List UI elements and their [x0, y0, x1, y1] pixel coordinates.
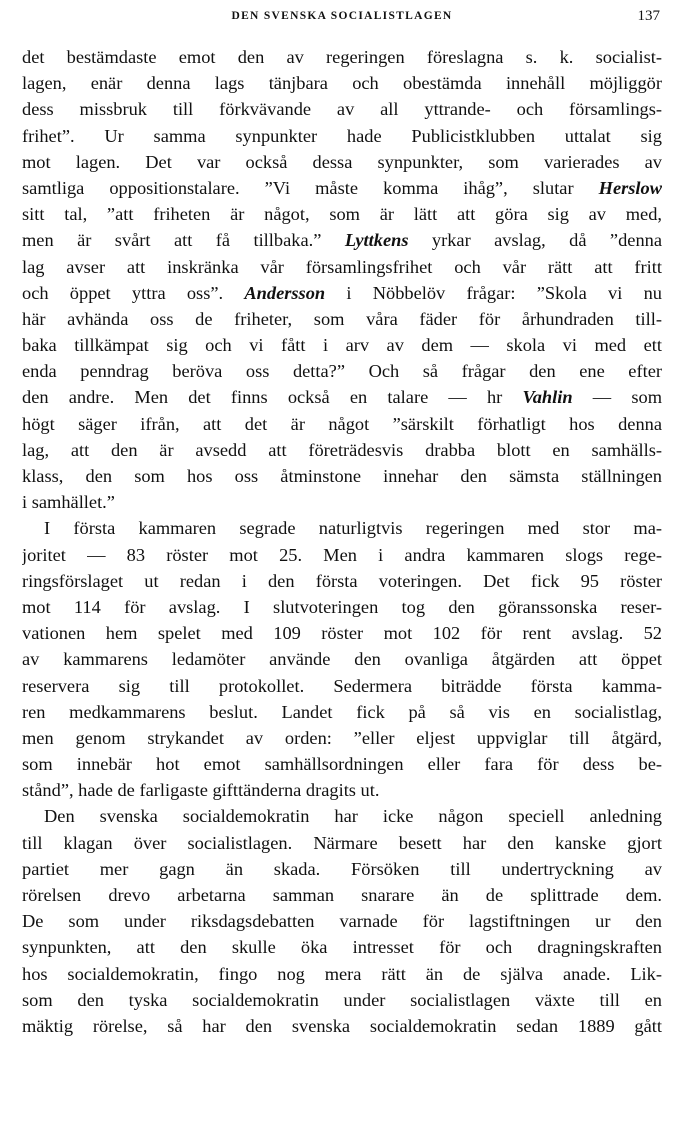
- text-line: [22, 44, 662, 70]
- text-line: [22, 908, 662, 934]
- text-segment: I första kammaren segrade naturligtvis regeringen med stor ma-: [44, 518, 662, 539]
- text-line: [22, 961, 662, 987]
- text-line: [22, 411, 662, 437]
- text-segment: som innebär hot emot samhällsordningen eller fara för dess be-: [22, 754, 662, 775]
- text-segment: ringsförslaget ut redan i den första voteringen. Det fick 95 röster: [22, 570, 662, 591]
- text-segment: mot lagen. Det var också dessa synpunkter, som varierades av: [22, 151, 662, 172]
- text-segment: som den tyska socialdemokratin under socialistlagen växte till en: [22, 989, 662, 1010]
- text-line: [22, 594, 662, 620]
- speaker-name: Herslow: [598, 177, 662, 198]
- text-line: [22, 856, 662, 882]
- text-segment: här avhända oss de friheter, som våra fäder för århundraden till-: [22, 308, 662, 329]
- text-segment: i Nöbbelöv frågar: ”Skola vi nu: [325, 282, 662, 303]
- text-segment: ren medkammarens beslut. Landet fick på så vis en socialistlag,: [22, 701, 662, 722]
- text-segment: lag, att den är avsedd att företrädesvis drabba blott en samhälls-: [22, 439, 662, 460]
- text-segment: lagen, enär denna lags tänjbara och obestämda innehåll möjliggör: [22, 73, 662, 94]
- paragraph: [22, 515, 662, 803]
- text-line: [22, 1013, 662, 1039]
- book-page: [22, 8, 662, 1039]
- text-line: [22, 254, 662, 280]
- text-segment: den andre. Men det finns också en talare — hr: [22, 387, 523, 408]
- text-line: [22, 70, 662, 96]
- text-line: [22, 149, 662, 175]
- text-line: [22, 96, 662, 122]
- text-segment: joritet — 83 röster mot 25. Men i andra kammaren slogs rege-: [22, 544, 662, 565]
- text-line: [22, 725, 662, 751]
- text-line: [22, 803, 662, 829]
- text-line: [22, 751, 662, 777]
- text-line: [22, 515, 662, 541]
- body-text: [22, 44, 662, 1039]
- text-line: [22, 358, 662, 384]
- text-segment: men genom strykandet av orden: ”eller eljest uppviglar till åtgärd,: [22, 727, 662, 748]
- text-line: [22, 620, 662, 646]
- text-segment: lag avser att inskränka vår församlingsfrihet och vår rätt att fritt: [22, 256, 662, 277]
- text-segment: enda penndrag beröva oss detta?” Och så frågar den ene efter: [22, 361, 662, 382]
- text-line: [22, 646, 662, 672]
- text-line: [22, 699, 662, 725]
- text-segment: det bestämdaste emot den av regeringen föreslagna s. k. socialist-: [22, 47, 662, 67]
- text-line: [22, 489, 662, 515]
- text-segment: av kammarens ledamöter använde den ovanliga åtgärden att öppet: [22, 649, 662, 670]
- page-number: 137: [637, 8, 660, 24]
- speaker-name: Lyttkens: [344, 230, 409, 251]
- text-segment: samtliga oppositionstalare. ”Vi måste komma ihåg”, slutar: [22, 177, 599, 198]
- text-line: [22, 227, 662, 253]
- running-title: DEN SVENSKA SOCIALISTLAGEN: [231, 10, 453, 22]
- text-segment: vationen hem spelet med 109 röster mot 102 för rent avslag. 52: [22, 623, 662, 644]
- text-segment: men är svårt att få tillbaka.”: [22, 230, 345, 251]
- text-line: [22, 463, 662, 489]
- text-line: [22, 542, 662, 568]
- text-segment: klass, den som hos oss åtminstone innehar den sämsta ställningen: [22, 466, 662, 486]
- text-segment: partiet mer gagn än skada. Försöken till undertryckning av: [22, 858, 662, 879]
- text-line: [22, 306, 662, 332]
- text-segment: sitt tal, ”att friheten är något, som är lätt att göra sig av med,: [22, 204, 662, 225]
- text-segment: — som: [572, 387, 662, 408]
- text-line: [22, 332, 662, 358]
- text-segment: stånd”, hade de farligaste gifttänderna dragits ut.: [22, 780, 380, 801]
- text-line: [22, 673, 662, 699]
- speaker-name: Vahlin: [522, 387, 573, 408]
- text-segment: Den svenska socialdemokratin har icke någon speciell anledning: [44, 806, 662, 827]
- text-line: [22, 280, 662, 306]
- text-segment: hos socialdemokratin, fingo nog mera rätt än de själva anade. Lik-: [22, 963, 662, 984]
- speaker-name: Andersson: [244, 282, 326, 303]
- paragraph: [22, 44, 662, 515]
- text-segment: synpunkten, att den skulle öka intresset för och dragningskraften: [22, 937, 662, 958]
- text-line: [22, 830, 662, 856]
- text-line: [22, 934, 662, 960]
- text-segment: till klagan över socialistlagen. Närmare besett har den kanske gjort: [22, 832, 662, 853]
- text-line: [22, 384, 662, 410]
- text-segment: baka tillkämpat sig och vi fått i arv av dem — skola vi med ett: [22, 335, 662, 356]
- text-segment: reservera sig till protokollet. Sedermera biträdde första kamma-: [22, 675, 662, 696]
- paragraph: [22, 803, 662, 1039]
- text-segment: i samhället.”: [22, 492, 115, 513]
- text-line: [22, 568, 662, 594]
- text-line: [22, 437, 662, 463]
- text-line: [22, 882, 662, 908]
- text-line: [22, 777, 662, 803]
- text-segment: rörelsen drevo arbetarna samman snarare än de splittrade dem.: [22, 885, 662, 905]
- text-line: [22, 123, 662, 149]
- text-segment: De som under riksdagsdebatten varnade för lagstiftningen ur den: [22, 911, 662, 932]
- text-segment: och öppet yttra oss”.: [22, 282, 245, 303]
- text-segment: högt säger ifrån, att det är något ”särskilt förhatligt hos denna: [22, 413, 662, 434]
- text-segment: dess missbruk till förkvävande av all yttrande- och församlings-: [22, 99, 662, 120]
- text-line: [22, 201, 662, 227]
- text-segment: mäktig rörelse, så har den svenska socialdemokratin sedan 1889 gått: [22, 1015, 662, 1036]
- text-line: [22, 175, 662, 201]
- text-segment: mot 114 för avslag. I slutvoteringen tog den göranssonska reser-: [22, 596, 662, 617]
- running-header: [22, 8, 662, 32]
- text-line: [22, 987, 662, 1013]
- text-segment: frihet”. Ur samma synpunkter hade Publicistklubben uttalat sig: [22, 125, 662, 146]
- text-segment: yrkar avslag, då ”denna: [408, 230, 662, 251]
